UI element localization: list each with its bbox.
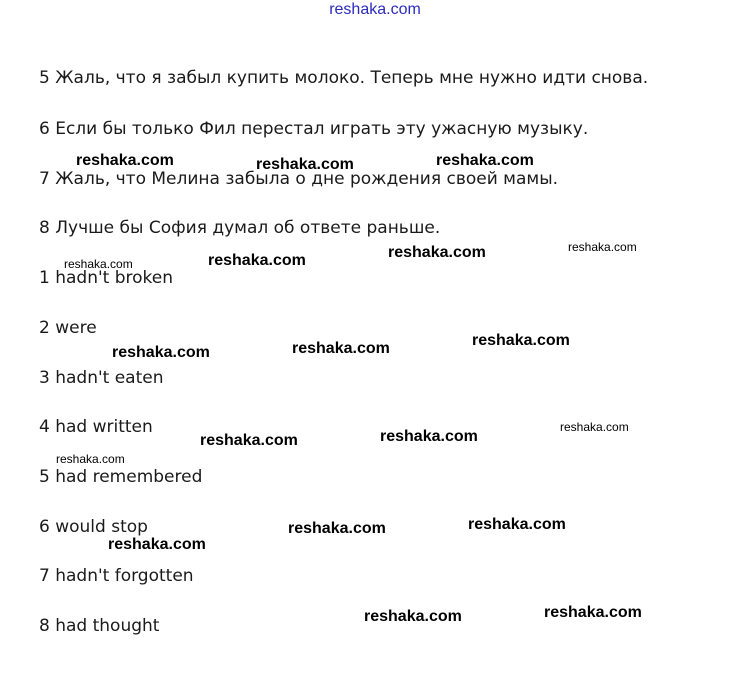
answer-2: 2 were — [39, 318, 97, 338]
watermark: reshaka.com — [256, 156, 354, 173]
watermark: reshaka.com — [364, 608, 462, 625]
watermark: reshaka.com — [380, 428, 478, 445]
sentence-6: 6 Если бы только Фил перестал играть эту ужасную музыку. — [39, 119, 589, 139]
site-link[interactable]: reshaka.com — [329, 1, 421, 18]
watermark: reshaka.com — [436, 152, 534, 169]
watermark: reshaka.com — [64, 257, 133, 271]
sentence-7: 7 Жаль, что Мелина забыла о дне рождения своей мамы. — [39, 169, 559, 189]
watermark: reshaka.com — [200, 432, 298, 449]
watermark: reshaka.com — [288, 520, 386, 537]
watermark: reshaka.com — [56, 452, 125, 466]
watermark: reshaka.com — [544, 604, 642, 621]
sentence-5: 5 Жаль, что я забыл купить молоко. Теперь мне нужно идти снова. — [39, 68, 649, 88]
answer-6: 6 would stop — [39, 517, 148, 537]
watermark: reshaka.com — [208, 252, 306, 269]
sentence-8: 8 Лучше бы София думал об ответе раньше. — [39, 218, 441, 238]
watermark: reshaka.com — [468, 516, 566, 533]
answer-3: 3 hadn't eaten — [39, 368, 164, 388]
answer-5: 5 had remembered — [39, 467, 203, 487]
watermark: reshaka.com — [568, 240, 637, 254]
watermark: reshaka.com — [560, 420, 629, 434]
watermark: reshaka.com — [388, 244, 486, 261]
answer-7: 7 hadn't forgotten — [39, 566, 194, 586]
answer-1: 1 hadn't broken — [39, 268, 173, 288]
watermark: reshaka.com — [112, 344, 210, 361]
watermark: reshaka.com — [472, 332, 570, 349]
watermark: reshaka.com — [76, 152, 174, 169]
answer-8: 8 had thought — [39, 616, 160, 636]
watermark: reshaka.com — [292, 340, 390, 357]
answer-4: 4 had written — [39, 417, 153, 437]
watermark: reshaka.com — [108, 536, 206, 553]
